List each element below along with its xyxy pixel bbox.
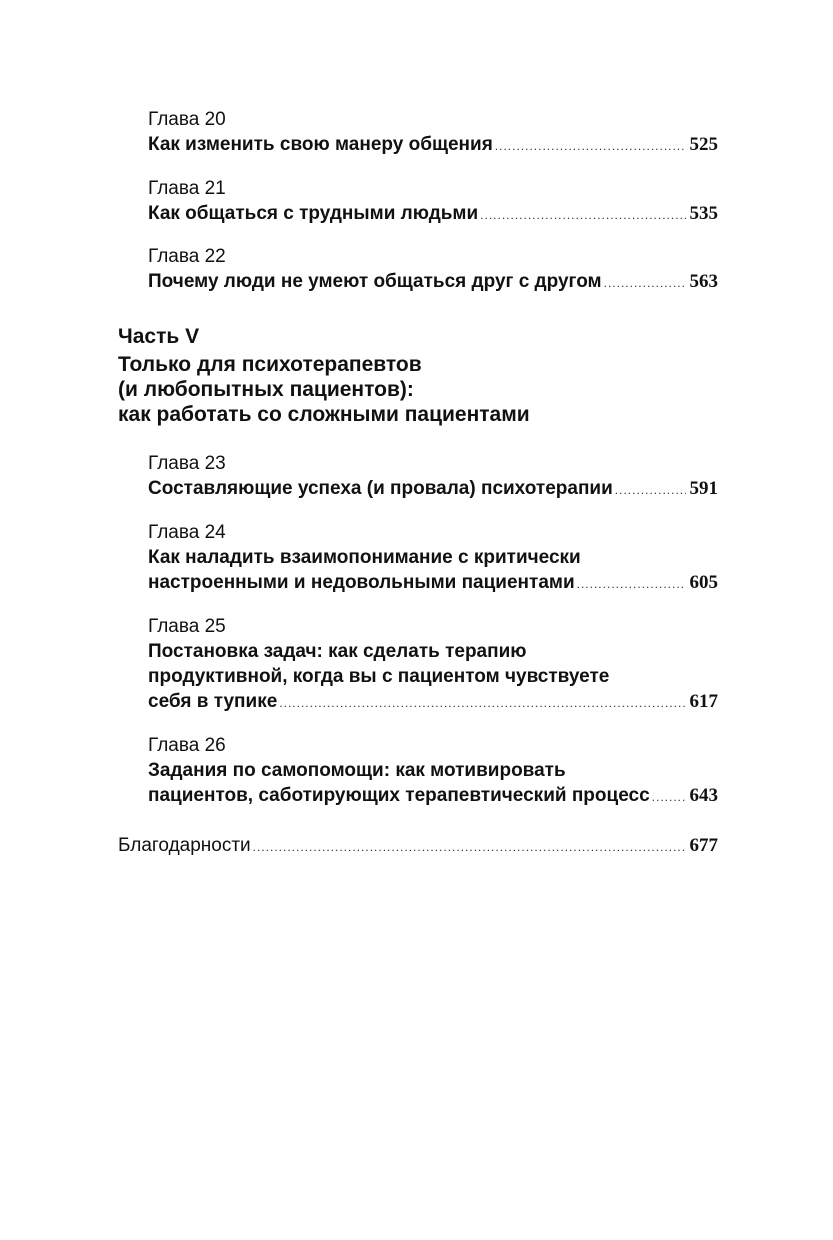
chapter-title: себя в тупике	[148, 691, 278, 712]
page-number: 591	[689, 478, 718, 499]
chapter-title-line: Задания по самопомощи: как мотивировать	[148, 760, 566, 781]
chapter-label: Глава 25	[148, 616, 226, 637]
page-number: 643	[689, 785, 718, 806]
toc-line	[148, 132, 718, 159]
chapter-label: Глава 22	[148, 246, 226, 267]
part-title-line: (и любопытных пациентов):	[118, 378, 414, 401]
chapter-title: настроенными и недовольными пациентами	[148, 572, 575, 593]
dot-leader	[279, 691, 685, 716]
toc-line	[148, 476, 718, 503]
toc-line	[148, 570, 718, 597]
chapter-title-line: Как наладить взаимопонимание с критически	[148, 547, 581, 568]
dot-leader	[615, 478, 686, 503]
toc-entry-chapter-24[interactable]	[148, 520, 718, 597]
chapter-title: Как изменить свою манеру общения	[148, 134, 493, 155]
acknowledgements-title: Благодарности	[118, 835, 251, 856]
chapter-label: Глава 26	[148, 735, 226, 756]
page-number: 525	[689, 134, 718, 155]
part-title-line: Только для психотерапевтов	[118, 353, 422, 376]
chapter-title: Как общаться с трудными людьми	[148, 203, 479, 224]
chapter-label: Глава 20	[148, 109, 226, 130]
dot-leader	[495, 134, 686, 159]
toc-entry-chapter-20[interactable]	[148, 107, 718, 159]
chapter-label: Глава 21	[148, 178, 226, 199]
page-number: 563	[689, 271, 718, 292]
toc-line	[148, 201, 718, 228]
part-title-line: как работать со сложными пациентами	[118, 403, 530, 426]
chapter-label: Глава 24	[148, 522, 226, 543]
dot-leader	[577, 572, 686, 597]
toc-entry-chapter-26[interactable]	[148, 733, 718, 810]
page-number: 535	[689, 203, 718, 224]
toc-line	[148, 689, 718, 716]
toc-line	[148, 783, 718, 810]
toc-entry-acknowledgements[interactable]	[118, 833, 718, 860]
page-number: 605	[689, 572, 718, 593]
part-label: Часть V	[118, 325, 200, 348]
toc-line	[148, 269, 718, 296]
chapter-title-line: продуктивной, когда вы с пациентом чувствуете	[148, 666, 610, 687]
dot-leader	[253, 835, 686, 860]
part-heading[interactable]	[118, 323, 718, 427]
chapter-title: пациентов, саботирующих терапевтический процесс	[148, 785, 650, 806]
toc-entry-chapter-22[interactable]	[148, 244, 718, 296]
chapter-title: Составляющие успеха (и провала) психотерапии	[148, 478, 613, 499]
chapter-label: Глава 23	[148, 453, 226, 474]
page-number: 677	[689, 835, 718, 856]
chapter-title: Почему люди не умеют общаться друг с другом	[148, 271, 602, 292]
chapter-title-line: Постановка задач: как сделать терапию	[148, 641, 527, 662]
dot-leader	[480, 203, 685, 228]
page-number: 617	[689, 691, 718, 712]
toc-entry-chapter-25[interactable]	[148, 614, 718, 716]
toc-entry-chapter-21[interactable]	[148, 176, 718, 228]
dot-leader	[652, 785, 686, 810]
toc-entry-chapter-23[interactable]	[148, 451, 718, 503]
dot-leader	[604, 271, 686, 296]
